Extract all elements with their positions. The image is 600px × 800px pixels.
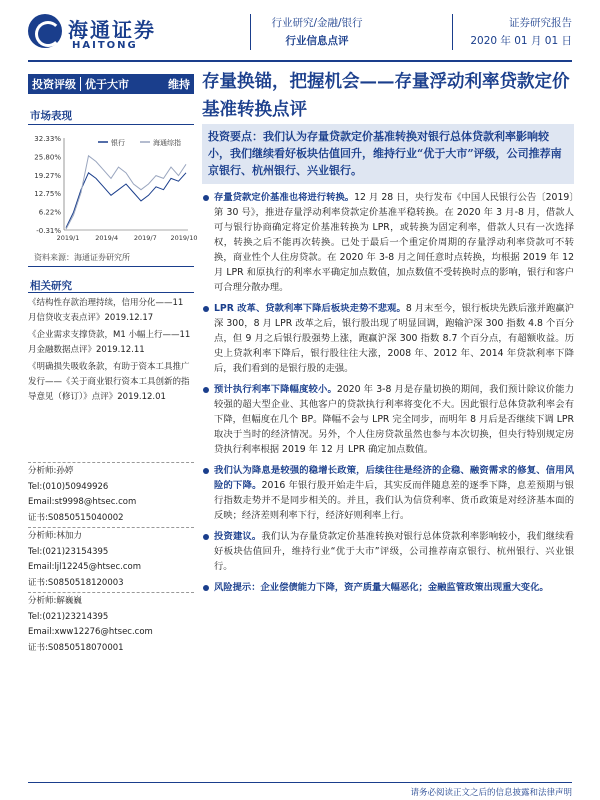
- legend-label: 银行: [111, 139, 125, 147]
- category-sub: 行业信息点评: [285, 35, 349, 47]
- report-category: [262, 14, 372, 50]
- paragraph-text: 2016 年银行股开始走牛后，其实反而伴随息差的逐季下降，息差预期与银行指数走势并不是同步相关的。并且，我们认为信贷利率、货币政策是对经济基本面的反映；经济差则利率下行，经济好则利率上行。: [214, 480, 574, 521]
- paragraph-lead: 预计执行利率下降幅度较小。: [214, 384, 337, 395]
- analyst-tel: Tel:(021)23214395: [28, 611, 109, 622]
- chart-source: 资料来源：海通证券研究所: [34, 253, 130, 262]
- category-path: 行业研究/金融/银行: [271, 17, 363, 29]
- analyst-tel: Tel:(021)23154395: [28, 546, 109, 557]
- body-paragraph: [202, 580, 574, 595]
- analyst-card: [28, 462, 194, 526]
- analyst-name: 分析师:解巍巍: [28, 596, 82, 606]
- report-title: 存量换锚，把握机会——存量浮动利率贷款定价基准转换点评: [202, 72, 570, 120]
- analyst-cert: 证书:S0850518120003: [28, 577, 124, 588]
- section-rule: [28, 292, 194, 293]
- related-label: 相关研究: [30, 280, 72, 292]
- rating-change: 维持: [168, 78, 190, 91]
- analyst-name: 分析师:孙婷: [28, 466, 74, 476]
- analyst-email[interactable]: Email:st9998@htsec.com: [28, 497, 137, 507]
- legend-label: 海通综指: [153, 139, 181, 147]
- logo-cn: 海通证券: [68, 18, 156, 42]
- line-chart: [28, 130, 198, 250]
- related-item[interactable]: 《明确损失吸收条款，有助于资本工具推广发行——《关于商业银行资本工具创新的指导意见（修订）》点评》2019.12.01: [28, 362, 190, 402]
- y-tick-label: 6.22%: [38, 208, 61, 217]
- logo-en: HAITONG: [72, 40, 138, 51]
- market-chart: [28, 130, 198, 250]
- paragraph-lead: 我们认为降息是较强的稳增长政策，后续往往是经济的企稳、融资需求的修复、信用风险的下降。: [214, 465, 574, 491]
- paragraph-lead: 存量贷款定价基准也将进行转换。: [214, 192, 355, 203]
- x-tick-label: 2019/7: [133, 234, 157, 242]
- y-tick-label: 32.33%: [34, 135, 61, 143]
- rating-label: 投资评级: [32, 78, 76, 91]
- analyst-card: [28, 592, 194, 656]
- paragraph-lead: 投资建议。: [214, 531, 262, 542]
- logo-mark-icon: [28, 14, 62, 48]
- paragraph-text: 12 月 28 日，央行发布《中国人民银行公告〔2019〕第 30 号》，推进存量浮动利率贷款定价基准平稳转换。在 2020 年 3 月-8 月，借款人可与银行协商确定将定价基准转换为 LPR，或转换为固定利率，借款人只有一次选择权，转换之后不能再次转换。已处于最后一个重定价周期的存量浮动利率贷款可不转换，商业性个人住房贷款。在 2020 年 3-8 月之间任意时点转换，均根据 2019 年 12 月 LPR 和原执行的利率水平确定加点数值，加点数值不受转换时点的影响，银行和客户可合理分散办理。: [214, 192, 574, 293]
- body-paragraph: [202, 190, 574, 295]
- section-rule: [28, 124, 194, 125]
- analyst-name: 分析师:林加力: [28, 531, 82, 541]
- y-tick-label: -0.31%: [36, 227, 61, 235]
- header-rule: [28, 60, 572, 62]
- related-item[interactable]: 《结构性存款治理持续，信用分化——11 月信贷收支表点评》2019.12.17: [28, 298, 184, 323]
- rating-bar: [28, 74, 194, 94]
- body-paragraph: [202, 529, 574, 574]
- y-tick-label: 12.75%: [34, 190, 61, 199]
- body-paragraph: [202, 463, 574, 523]
- analyst-email[interactable]: Email:xww12276@htsec.com: [28, 627, 153, 637]
- report-type: 证券研究报告: [509, 17, 572, 29]
- related-list: [28, 296, 194, 407]
- paragraph-lead: 风险提示：企业偿债能力下降，资产质量大幅恶化；金融监管政策出现重大变化。: [214, 582, 549, 593]
- series-line-index: [66, 156, 186, 229]
- analyst-cert: 证书:S0850518070001: [28, 642, 124, 653]
- x-tick-label: 2019/10: [170, 234, 198, 242]
- header-divider: [452, 14, 453, 50]
- analyst-cert: 证书:S0850515040002: [28, 512, 124, 523]
- analyst-card: [28, 527, 194, 591]
- paragraph-text: 2020 年 3-8 月是存量切换的期间，我们预计除议价能力较强的超大型企业、其他客户的贷款执行利率将变化不大。因此银行总体贷款利率会有下降，但幅度在几个 BP。降幅不会与 LPR 完全同步，而明年 8 月后是否继续下调 LPR 取决于当时的经济情况。另外，个人住房贷款虽然也参与本次切换，但央行特别规定房贷执行利率根据 2019 年 12 月 LPR 确定加点数值。: [214, 384, 574, 455]
- report-meta: [460, 14, 572, 50]
- market-label: 市场表现: [30, 110, 72, 122]
- paragraph-lead: LPR 改革、贷款利率下降后板块走势不悲观。: [214, 303, 406, 314]
- investment-summary: 投资要点：我们认为存量贷款定价基准转换对银行总体贷款利率影响较小，我们继续看好板块估值回升，维持行业“优于大市”评级，公司推荐南京银行、杭州银行、兴业银行。: [202, 124, 574, 184]
- series-line-bank: [66, 173, 186, 228]
- y-tick-label: 25.80%: [34, 153, 61, 162]
- related-item[interactable]: 《企业需求支撑贷款，M1 小幅上行——11 月金融数据点评》2019.12.11: [28, 330, 191, 355]
- x-tick-label: 2019/4: [95, 234, 119, 242]
- paragraph-text: 8 月末至今，银行板块先跌后涨并跑赢沪深 300，8 月 LPR 改革之后，银行股出现了明显回调，跑输沪深 300 指数 4.8 个百分点，但 9 月之后银行股强势上涨，跑赢沪深 300 指数 8.7 个百分点，有超额收益。历史上贷款利率下降后，银行股往往大涨，2008 年、2012 年、2014 年贷款利率下降后，我们看到的是银行股的走强。: [214, 303, 575, 374]
- header-divider: [250, 14, 251, 50]
- paragraph-text: 我们认为存量贷款定价基准转换对银行总体贷款利率影响较小，我们继续看好板块估值回升，维持行业“优于大市”评级，公司推荐南京银行、杭州银行、兴业银行。: [214, 531, 574, 572]
- rating-value: 优于大市: [85, 78, 129, 91]
- report-date: 2020 年 01 月 01 日: [470, 35, 572, 47]
- report-body: [202, 190, 574, 601]
- footer-disclaimer: 请务必阅读正文之后的信息披露和法律声明: [410, 788, 572, 798]
- analyst-list: [28, 462, 194, 657]
- analyst-email[interactable]: Email:ljl12245@htsec.com: [28, 562, 141, 572]
- body-paragraph: [202, 301, 574, 376]
- body-paragraph: [202, 382, 574, 457]
- page-header: [0, 0, 600, 66]
- company-logo: [28, 12, 178, 52]
- x-tick-label: 2019/1: [56, 234, 80, 242]
- section-rule: [28, 266, 194, 267]
- footer-rule: [28, 782, 572, 783]
- analyst-tel: Tel:(010)50949926: [28, 481, 109, 492]
- y-tick-label: 19.27%: [34, 171, 61, 180]
